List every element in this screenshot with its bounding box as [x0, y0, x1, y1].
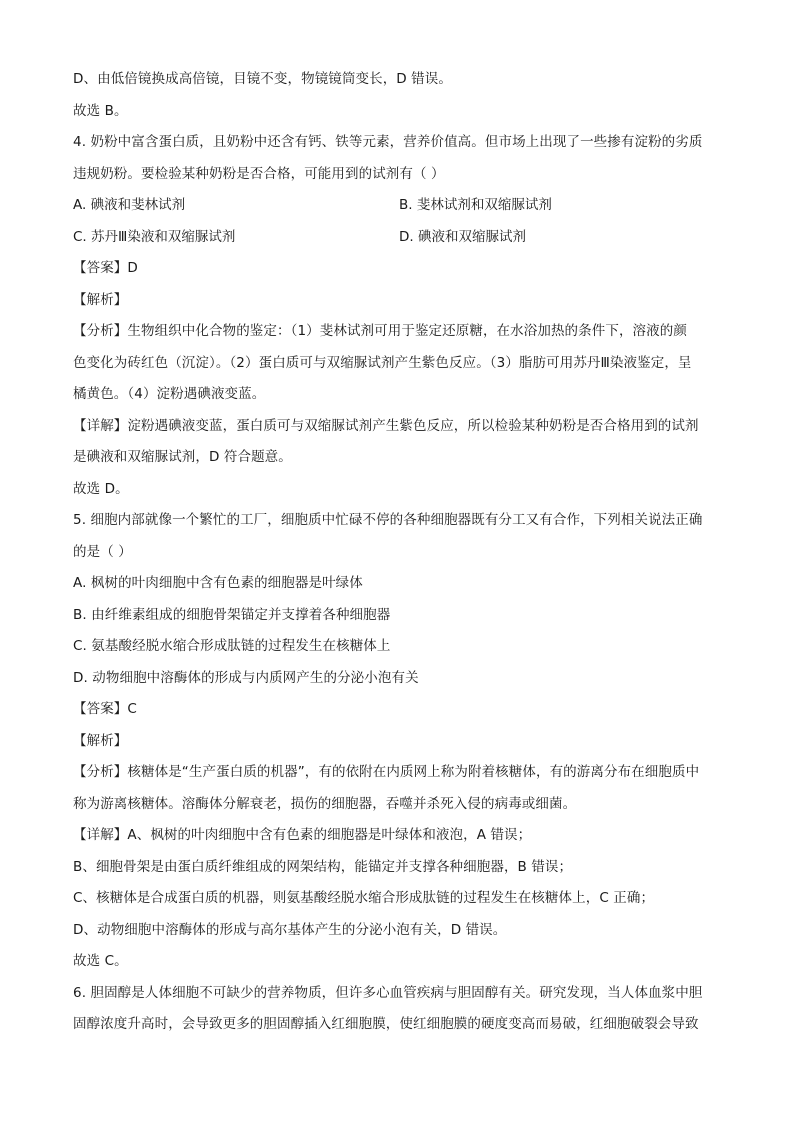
q5-option-c: C. 氨基酸经脱水缩合形成肽链的过程发生在核糖体上: [73, 638, 391, 654]
question-5: [73, 505, 725, 978]
question-4: [73, 127, 725, 505]
q4-stem-line-1: 4. 奶粉中富含蛋白质，且奶粉中还含有钙、铁等元素，营养价值高。但市场上出现了一些掺有淀粉的劣质: [73, 134, 703, 150]
q5-option-d: D. 动物细胞中溶酶体的形成与内质网产生的分泌小泡有关: [73, 669, 419, 686]
q4-analysis-label: 【解析】: [73, 291, 128, 308]
q4-option-d: D. 碘液和双缩脲试剂: [399, 228, 526, 245]
q5-stem-line-2: 的是（ ）: [73, 543, 132, 560]
q4-options-row-2: [73, 222, 725, 254]
q5-option-a: A. 枫树的叶肉细胞中含有色素的细胞器是叶绿体: [73, 575, 363, 591]
q5-detail-line-4: D、动物细胞中溶酶体的形成与高尔基体产生的分泌小泡有关，D 错误。: [73, 921, 507, 938]
prev-explanation-line: D、由低倍镜换成高倍镜，目镜不变，物镜镜筒变长，D 错误。: [73, 71, 452, 87]
q4-answer: 【答案】D: [73, 260, 138, 276]
q4-detail-line-2: 是碘液和双缩脲试剂，D 符合题意。: [73, 449, 292, 465]
q4-option-a: A. 碘液和斐林试剂: [73, 197, 186, 213]
q5-option-b: B. 由纤维素组成的细胞骨架锚定并支撑着各种细胞器: [73, 606, 391, 623]
q4-analysis-line-2: 色变化为砖红色（沉淀）。（2）蛋白质可与双缩脲试剂产生紫色反应。（3）脂肪可用苏丹Ⅲ染液鉴定，呈: [73, 354, 692, 371]
q5-answer: 【答案】C: [73, 701, 137, 717]
q5-analysis-line-2: 称为游离核糖体。溶酶体分解衰老，损伤的细胞器，吞噬并杀死入侵的病毒或细菌。: [73, 795, 577, 812]
q4-options-row-1: [73, 190, 725, 222]
q4-option-b: B. 斐林试剂和双缩脲试剂: [399, 197, 552, 213]
q4-detail-line-1: 【详解】淀粉遇碘液变蓝，蛋白质可与双缩脲试剂产生紫色反应，所以检验某种奶粉是否合格用到的试剂: [73, 417, 699, 434]
q5-stem-line-1: 5. 细胞内部就像一个繁忙的工厂，细胞质中忙碌不停的各种细胞器既有分工又有合作，下列相关说法正确: [73, 512, 703, 528]
q5-analysis-line-1: 【分析】核糖体是“生产蛋白质的机器”，有的依附在内质网上称为附着核糖体，有的游离分布在细胞质中: [73, 764, 700, 780]
q4-analysis-line-1: 【分析】生物组织中化合物的鉴定：（1）斐林试剂可用于鉴定还原糖，在水浴加热的条件下，溶液的颜: [73, 323, 687, 339]
document-page: [73, 64, 725, 1041]
q4-conclusion: 故选 D。: [73, 480, 129, 497]
q6-stem-line-1: 6. 胆固醇是人体细胞不可缺少的营养物质，但许多心血管疾病与胆固醇有关。研究发现，当人体血浆中胆: [73, 984, 703, 1001]
q5-conclusion: 故选 C。: [73, 953, 128, 969]
q4-stem-line-2: 违规奶粉。要检验某种奶粉是否合格，可能用到的试剂有（ ）: [73, 165, 445, 182]
q5-detail-line-3: C、核糖体是合成蛋白质的机器，则氨基酸经脱水缩合形成肽链的过程发生在核糖体上，C 正确；: [73, 890, 655, 906]
q4-option-c: C. 苏丹Ⅲ染液和双缩脲试剂: [73, 228, 236, 245]
q4-analysis-line-3: 橘黄色。（4）淀粉遇碘液变蓝。: [73, 386, 266, 402]
q5-detail-line-1: 【详解】A、枫树的叶肉细胞中含有色素的细胞器是叶绿体和液泡，A 错误；: [73, 827, 532, 843]
prev-conclusion: 故选 B。: [73, 102, 128, 119]
question-6: [73, 978, 725, 1041]
q5-detail-line-2: B、细胞骨架是由蛋白质纤维组成的网架结构，能锚定并支撑各种细胞器，B 错误；: [73, 858, 573, 875]
q5-analysis-label: 【解析】: [73, 732, 128, 749]
q6-stem-line-2: 固醇浓度升高时，会导致更多的胆固醇插入红细胞膜，使红细胞膜的硬度变高而易破，红细胞破裂会导致: [73, 1016, 699, 1032]
